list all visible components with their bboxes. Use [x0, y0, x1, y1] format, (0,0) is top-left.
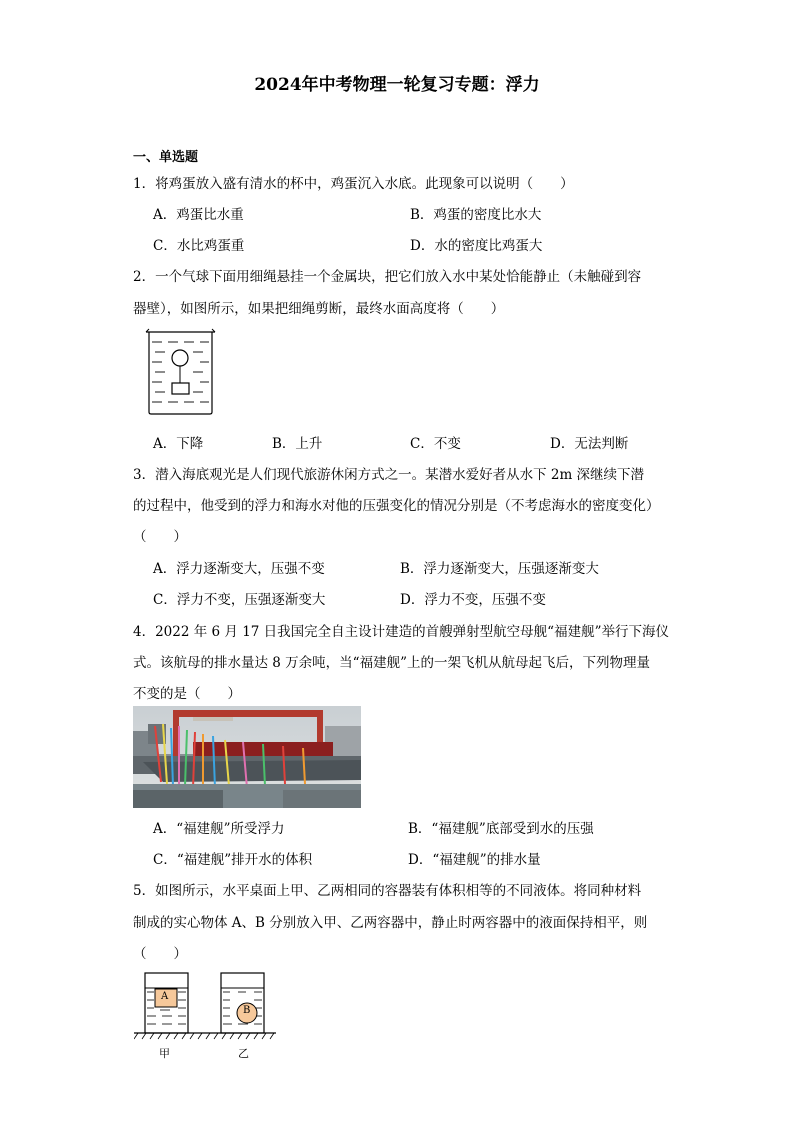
block-a-label: A: [161, 991, 169, 1002]
q4-option-d[interactable]: D．“福建舰”的排水量: [408, 852, 541, 868]
q3-option-b[interactable]: B．浮力逐渐变大，压强逐渐变大: [400, 561, 599, 577]
q4-stem-line3: 不变的是（ ）: [133, 686, 241, 702]
page-title: 2024年中考物理一轮复习专题：浮力: [254, 75, 540, 95]
q5-stem-line1: 5．如图所示，水平桌面上甲、乙两相同的容器装有体积相等的不同液体。将同种材料: [133, 883, 642, 899]
q3-option-a[interactable]: A．浮力逐渐变大，压强不变: [153, 561, 325, 577]
container-jia-caption: 甲: [159, 1047, 170, 1060]
q4-option-a[interactable]: A．“福建舰”所受浮力: [153, 821, 285, 837]
q3-stem-line3: （ ）: [133, 529, 187, 545]
q4-option-b[interactable]: B．“福建舰”底部受到水的压强: [408, 821, 594, 837]
section-heading: 一、单选题: [133, 150, 199, 165]
q1-stem: 1．将鸡蛋放入盛有清水的杯中，鸡蛋沉入水底。此现象可以说明（ ）: [133, 176, 574, 192]
container-yi-caption: 乙: [238, 1047, 249, 1060]
q2-option-a[interactable]: A．下降: [153, 436, 204, 452]
q2-stem-line2: 器壁），如图所示，如果把细绳剪断，最终水面高度将（ ）: [133, 301, 505, 317]
q2-option-d[interactable]: D．无法判断: [550, 436, 629, 452]
q4-stem-line1: 4．2022 年 6 月 17 日我国完全自主设计建造的首艘弹射型航空母舰“福建舰”举行下海仪: [133, 624, 669, 640]
q5-stem-line3: （ ）: [133, 946, 187, 962]
q2-stem-line1: 2．一个气球下面用细绳悬挂一个金属块，把它们放入水中某处恰能静止（未触碰到容: [133, 269, 642, 285]
aircraft-carrier-photo: [133, 706, 361, 808]
q1-option-a[interactable]: A．鸡蛋比水重: [153, 207, 244, 223]
ball-b-label: B: [243, 1005, 251, 1016]
q4-option-c[interactable]: C．“福建舰”排开水的体积: [153, 852, 313, 868]
q3-stem-line2: 的过程中，他受到的浮力和海水对他的压强变化的情况分别是（不考虑海水的密度变化）: [133, 498, 660, 514]
q1-option-c[interactable]: C．水比鸡蛋重: [153, 238, 245, 254]
q1-option-b[interactable]: B．鸡蛋的密度比水大: [410, 207, 542, 223]
q3-option-d[interactable]: D．浮力不变，压强不变: [400, 592, 546, 608]
q3-option-c[interactable]: C．浮力不变，压强逐渐变大: [153, 592, 326, 608]
q3-stem-line1: 3．潜入海底观光是人们现代旅游休闲方式之一。某潜水爱好者从水下 2m 深继续下潜: [133, 467, 645, 483]
two-containers-figure: [134, 970, 276, 1040]
beaker-balloon-figure: [143, 328, 218, 418]
q4-stem-line2: 式。该航母的排水量达 8 万余吨，当“福建舰”上的一架飞机从航母起飞后，下列物理量: [133, 655, 650, 671]
q5-stem-line2: 制成的实心物体 A、B 分别放入甲、乙两容器中，静止时两容器中的液面保持相平，则: [133, 915, 648, 931]
q1-option-d[interactable]: D．水的密度比鸡蛋大: [410, 238, 543, 254]
q2-option-c[interactable]: C．不变: [410, 436, 461, 452]
q2-option-b[interactable]: B．上升: [272, 436, 323, 452]
